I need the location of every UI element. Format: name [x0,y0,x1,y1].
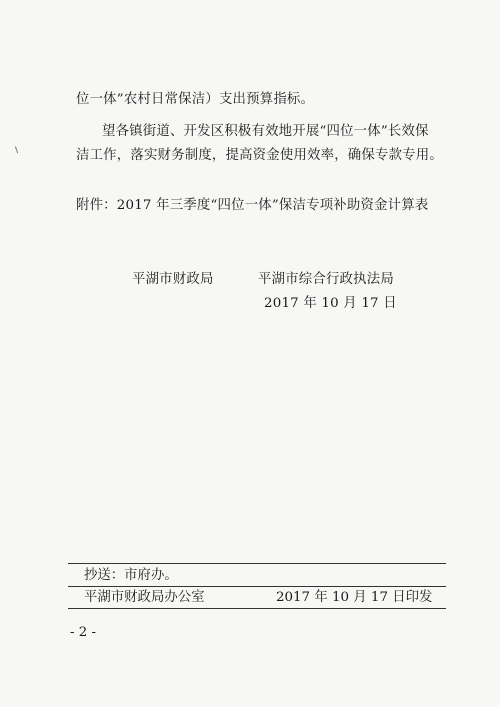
printing-office: 平湖市财政局办公室 [84,590,205,605]
footer-rule-middle [68,586,446,587]
body-line-2: 望各镇街道、开发区积极有效地开展“四位一体”长效保 [102,124,429,139]
page-number: - 2 - [70,625,97,640]
footer-rule-top [68,563,446,564]
cc-line: 抄送：市府办。 [84,568,178,583]
issuer-finance-bureau: 平湖市财政局 [132,272,214,287]
body-line-3: 洁工作，落实财务制度，提高资金使用效率，确保专款专用。 [76,148,443,163]
scan-mark [15,146,20,154]
issuer-law-enforcement-bureau: 平湖市综合行政执法局 [258,272,394,287]
body-line-1: 位一体”农村日常保洁）支出预算指标。 [76,92,315,107]
print-date: 2017 年 10 月 17 日印发 [276,590,433,605]
attachment-line: 附件：2017 年三季度“四位一体”保洁专项补助资金计算表 [76,198,429,213]
signature-date: 2017 年 10 月 17 日 [264,296,397,311]
footer-rule-bottom [68,608,446,609]
